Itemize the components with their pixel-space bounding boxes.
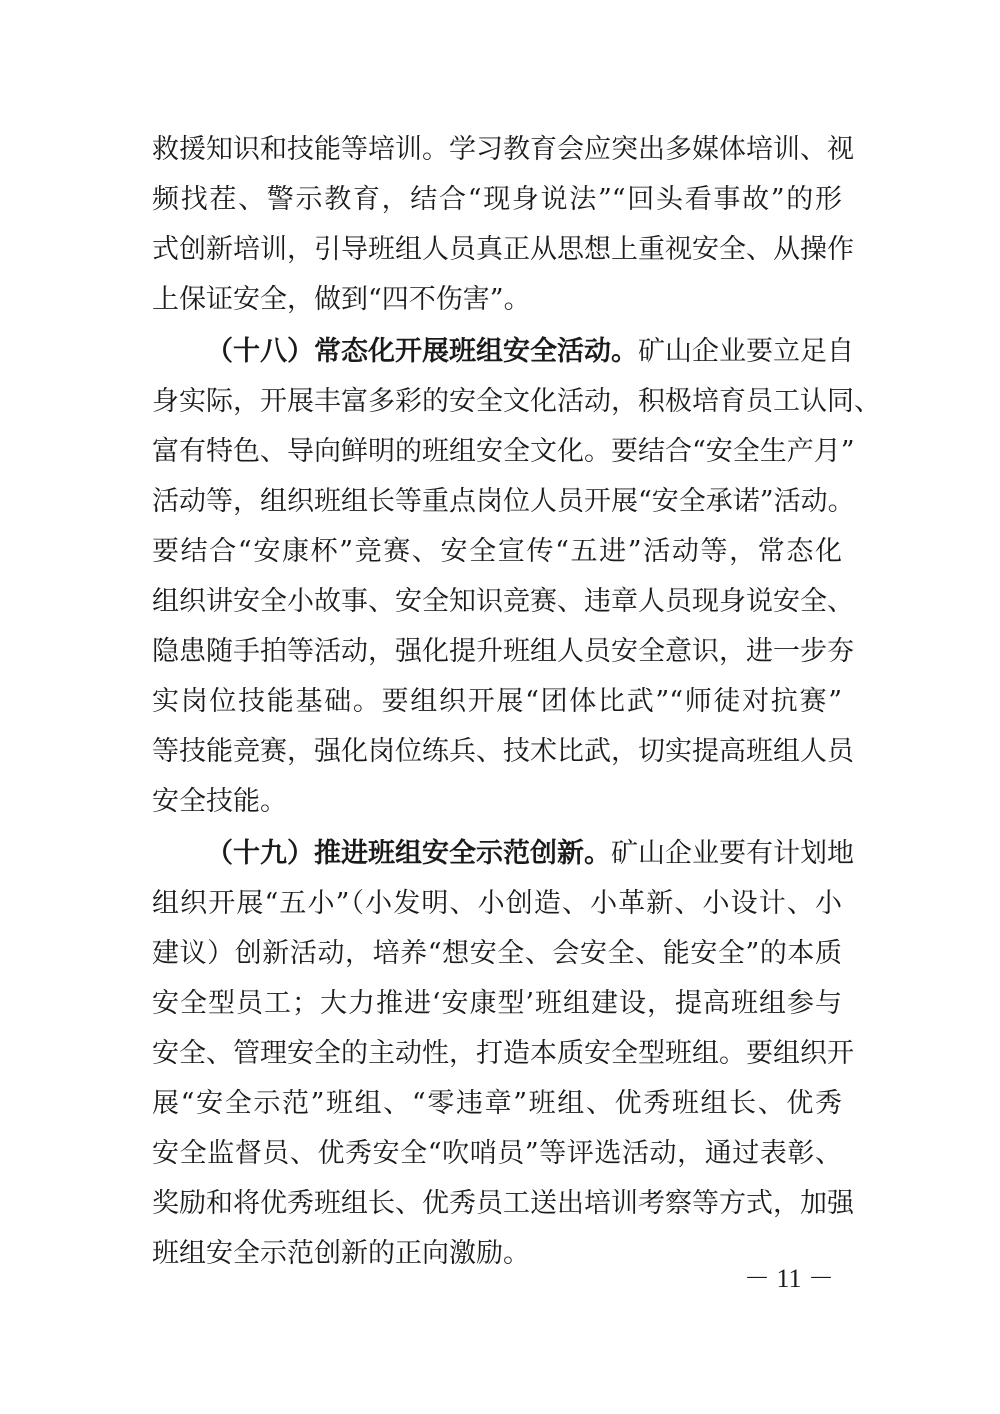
paragraph-19-line-2: 组织开展“五小”（小发明、小创造、小革新、小设计、小 [152, 888, 842, 919]
paragraph-18-line-8: 实岗位技能基础。要组织开展“团体比武”“师徒对抗赛” [152, 686, 842, 717]
paragraph-1-line-2: 频找茬、警示教育，结合“现身说法”“回头看事故”的形 [152, 184, 842, 215]
paragraph-19-line-9: 班组安全示范创新的正向激励。 [152, 1238, 530, 1269]
paragraph-19-line-3: 建议）创新活动，培养“想安全、会安全、能安全”的本质 [152, 938, 842, 969]
paragraph-19-first-line-text: 矿山企业要有计划地 [611, 838, 854, 869]
paragraph-19-line-5: 安全、管理安全的主动性，打造本质安全型班组。要组织开 [152, 1038, 854, 1069]
paragraph-19-line-6: 展“安全示范”班组、“零违章”班组、优秀班组长、优秀 [152, 1088, 842, 1119]
paragraph-18-line-3: 富有特色、导向鲜明的班组安全文化。要结合“安全生产月” [152, 436, 855, 467]
paragraph-18-line-2: 身实际，开展丰富多彩的安全文化活动，积极培育员工认同、 [152, 386, 881, 417]
paragraph-18-line-1 [206, 330, 854, 374]
paragraph-1-line-4: 上保证安全，做到“四不伤害”。 [152, 284, 531, 315]
paragraph-18-line-9: 等技能竞赛，强化岗位练兵、技术比武，切实提高班组人员 [152, 736, 854, 767]
paragraph-19-line-4: 安全型员工；大力推进‘安康型’班组建设，提高班组参与 [152, 988, 842, 1019]
paragraph-19-line-1 [206, 832, 854, 876]
paragraph-18-line-6: 组织讲安全小故事、安全知识竞赛、违章人员现身说安全、 [152, 586, 854, 617]
paragraph-1-line-1: 救援知识和技能等培训。学习教育会应突出多媒体培训、视 [152, 134, 854, 165]
section-18-heading: （十八）常态化开展班组安全活动。 [206, 336, 638, 367]
paragraph-18-line-4: 活动等，组织班组长等重点岗位人员开展“安全承诺”活动。 [152, 486, 855, 517]
paragraph-18-line-5: 要结合“安康杯”竞赛、安全宣传“五进”活动等，常态化 [152, 536, 842, 567]
paragraph-1-line-3: 式创新培训，引导班组人员真正从思想上重视安全、从操作 [152, 234, 854, 265]
page-number: － 11 － [744, 1264, 835, 1293]
paragraph-18-first-line-text: 矿山企业要立足自 [638, 336, 854, 367]
paragraph-18-line-10: 安全技能。 [152, 786, 287, 817]
section-19-heading: （十九）推进班组安全示范创新。 [206, 838, 611, 869]
paragraph-19-line-8: 奖励和将优秀班组长、优秀员工送出培训考察等方式，加强 [152, 1188, 854, 1219]
paragraph-18-line-7: 隐患随手拍等活动，强化提升班组人员安全意识，进一步夯 [152, 636, 854, 667]
paragraph-19-line-7: 安全监督员、优秀安全“吹哨员”等评选活动，通过表彰、 [152, 1138, 842, 1169]
